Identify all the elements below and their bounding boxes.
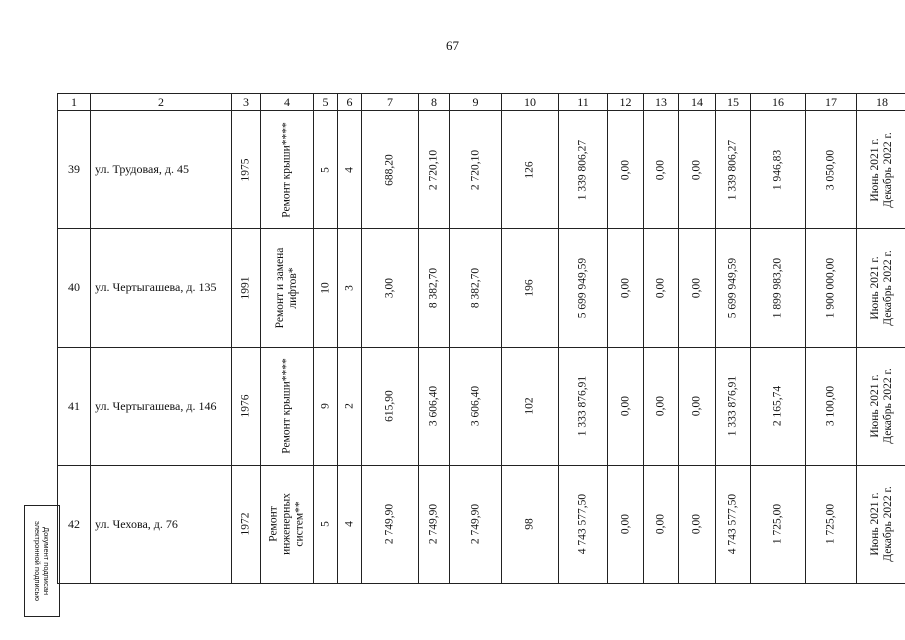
column-header: 5 [314,94,338,111]
cell-text: 0,00 [654,514,667,535]
table-cell [644,465,679,583]
table-cell [261,229,314,347]
cell-text: Июнь 2021 г. [869,374,881,438]
column-header: 4 [261,94,314,111]
column-header: 9 [450,94,502,111]
cell-text: 5 [319,166,331,173]
cell-text: 4 [343,166,355,173]
table-cell [232,465,261,583]
cell-text: Ремонт крыши**** [280,121,293,218]
cell-text: 2 749,90 [427,504,440,545]
column-header: 8 [419,94,450,111]
cell-text: 2 749,90 [383,504,396,545]
table-cell [419,111,450,229]
cell-text: 0,00 [690,277,703,298]
cell-text: 0,00 [619,277,631,298]
cell-text: 1 339 806,27 [576,139,589,200]
cell-text: инженерных [280,493,293,556]
cell-text: 1 899 983,20 [771,257,784,319]
table-cell [314,347,338,465]
table-cell: 40 [58,229,91,347]
cell-text: 2 749,90 [469,504,481,545]
column-header: 3 [232,94,261,111]
cell-text: 1 333 876,91 [726,375,739,437]
table-cell [362,111,419,229]
table-row [58,465,905,583]
cell-text: Декабрь 2022 г. [882,486,894,563]
table-cell [806,111,857,229]
table-cell [338,347,362,465]
cell-text: 2 [343,403,355,409]
cell-text: Ремонт и замена [274,247,286,329]
table-cell [751,229,806,347]
cell-text: 3 050,00 [824,149,837,190]
table-row [58,229,905,347]
table-cell [450,347,502,465]
table-cell [559,111,608,229]
column-header: 2 [91,94,232,111]
table-cell [450,111,502,229]
cell-text: 0,00 [690,396,703,417]
table-cell [679,229,716,347]
table-cell [232,347,261,465]
cell-text: 4 743 577,50 [576,494,589,555]
table-cell [232,229,261,347]
table-cell [857,229,905,347]
cell-text: 102 [523,397,536,415]
cell-text: 5 699 949,59 [576,257,589,319]
cell-text: 1 946,83 [771,149,784,190]
cell-text: 196 [523,279,536,297]
table-cell [857,347,905,465]
table-cell [338,229,362,347]
table-cell [608,347,644,465]
cell-text: 0,00 [654,277,667,298]
table-cell [559,229,608,347]
table-cell: 39 [58,111,91,229]
table-cell [716,465,751,583]
capital-repair-table [57,93,905,584]
cell-text: 2 720,10 [469,149,481,190]
table-cell [419,465,450,583]
table-row [58,111,905,229]
table-cell [261,111,314,229]
cell-text: 4 743 577,50 [726,494,739,555]
table-cell [450,229,502,347]
table-cell [857,465,905,583]
table-cell [751,347,806,465]
electronic-signature-stamp [24,505,60,617]
cell-text: 688,20 [383,153,396,186]
cell-text: Ремонт крыши**** [280,358,293,454]
table-cell [857,111,905,229]
column-header: 10 [502,94,559,111]
table-cell [362,347,419,465]
table-cell [314,229,338,347]
cell-text: 10 [319,282,331,294]
cell-text: 0,00 [690,159,703,180]
cell-text: систем** [293,501,306,548]
cell-text: Июнь 2021 г. [869,492,881,557]
cell-text: 126 [523,161,536,179]
table-cell [679,111,716,229]
cell-text: 0,00 [654,396,667,417]
cell-text: 1 333 876,91 [576,375,589,437]
header-row [58,94,905,111]
cell-text: 1975 [239,158,252,182]
table-cell: ул. Чехова, д. 76 [91,465,232,583]
cell-text: 0,00 [619,159,631,180]
page-number: 67 [446,38,459,53]
table-cell [314,465,338,583]
cell-text: 1 725,00 [771,504,784,545]
table-cell [608,465,644,583]
table-cell [261,465,314,583]
table-cell: 41 [58,347,91,465]
stamp-line: электронной подписью [33,520,42,602]
table-cell [232,111,261,229]
table-cell [716,347,751,465]
table-cell [644,111,679,229]
table-cell [751,465,806,583]
table-cell [679,465,716,583]
table-cell [608,111,644,229]
table-cell [419,347,450,465]
table-cell [751,111,806,229]
table-cell [314,111,338,229]
table-cell [362,229,419,347]
cell-text: 1991 [239,276,252,300]
table-cell: ул. Чертыгашева, д. 146 [91,347,232,465]
cell-text: 4 [343,521,355,528]
table-cell [450,465,502,583]
cell-text: 615,90 [383,390,396,422]
table-cell [559,465,608,583]
column-header: 12 [608,94,644,111]
cell-text: 3 100,00 [824,385,837,427]
cell-text: 3 [343,285,355,291]
table-cell [716,111,751,229]
cell-text: 0,00 [619,514,631,535]
table-cell [644,229,679,347]
cell-text: Декабрь 2022 г. [882,131,894,208]
column-header: 7 [362,94,419,111]
cell-text: 8 382,70 [427,267,440,308]
table-cell [502,111,559,229]
table-cell [679,347,716,465]
table-cell: ул. Трудовая, д. 45 [91,111,232,229]
table-cell [261,347,314,465]
cell-text: Декабрь 2022 г. [882,250,894,326]
column-header: 18 [857,94,905,111]
table-row [58,347,905,465]
table-cell [338,465,362,583]
column-header: 11 [559,94,608,111]
table-cell: 42 [58,465,91,583]
cell-text: 1 725,00 [824,504,837,545]
table-cell [502,347,559,465]
cell-text: 0,00 [690,514,703,535]
table-cell: ул. Чертыгашева, д. 135 [91,229,232,347]
table-cell [502,465,559,583]
cell-text: Июнь 2021 г. [869,256,881,320]
column-header: 14 [679,94,716,111]
cell-text: 0,00 [619,396,631,417]
cell-text: 1972 [239,512,252,536]
table-cell [559,347,608,465]
cell-text: 1 900 000,00 [824,257,837,319]
table-cell [806,465,857,583]
cell-text: 3,00 [383,277,396,298]
table-cell [806,229,857,347]
cell-text: 0,00 [654,159,667,180]
cell-text: 5 699 949,59 [726,257,739,319]
table-cell [502,229,559,347]
table-cell [419,229,450,347]
cell-text: Декабрь 2022 г. [882,368,894,444]
stamp-line: Документ подписан [42,526,51,596]
cell-text: лифтов* [287,267,299,309]
cell-text: Ремонт [267,506,280,543]
cell-text: 8 382,70 [469,267,481,308]
table-cell [362,465,419,583]
cell-text: 1976 [239,394,252,418]
cell-text: 2 165,74 [771,385,784,427]
column-header: 1 [58,94,91,111]
column-header: 15 [716,94,751,111]
cell-text: 9 [319,403,331,409]
cell-text: 98 [523,518,536,531]
table-cell [716,229,751,347]
column-header: 6 [338,94,362,111]
column-header: 16 [751,94,806,111]
table-cell [644,347,679,465]
cell-text: 3 606,40 [427,385,440,427]
cell-text: 1 339 806,27 [726,139,739,200]
cell-text: 2 720,10 [427,149,440,190]
table-cell [608,229,644,347]
cell-text: 5 [319,521,331,528]
cell-text: Июнь 2021 г. [869,137,881,202]
table-cell [806,347,857,465]
cell-text: 3 606,40 [469,385,481,427]
table-cell [338,111,362,229]
column-header: 17 [806,94,857,111]
column-header: 13 [644,94,679,111]
